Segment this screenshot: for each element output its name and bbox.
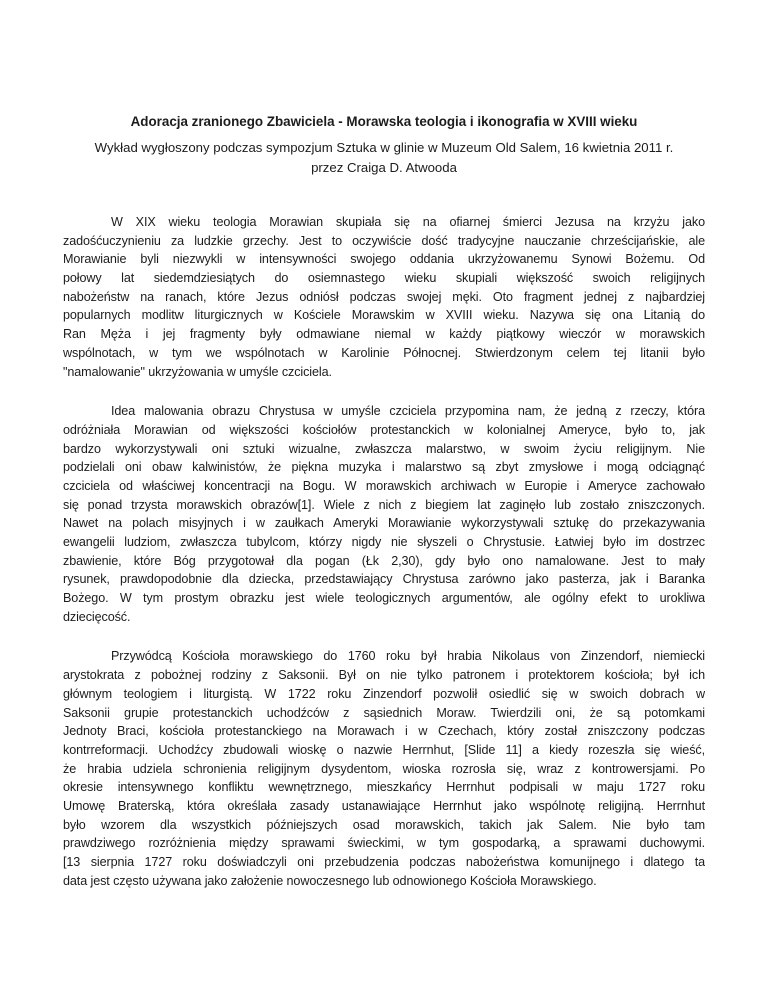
document-body	[63, 213, 705, 890]
text-line: ewangelii ludziom, zwłaszcza tubylcom, którzy nigdy nie słyszeli o Chrystusie. Łatwiej było im dostrzec	[63, 535, 705, 549]
text-line: Umowę Braterską, która określała zasady ustanawiające Herrnhut jako wspólnotę religijną. Herrnhut	[63, 798, 705, 813]
subtitle-line: Wykład wygłoszony podczas sympozjum Sztuka w glinie w Muzeum Old Salem, 16 kwietnia 2011 r.	[94, 140, 674, 155]
text-line: było wzorem dla wszystkich późniejszych osad morawskich, takich jak Salem. Nie było tam	[63, 817, 705, 832]
paragraph	[63, 647, 705, 890]
text-line: okresie intensywnego konfliktu wewnętrznego, mieszkańcy Herrnhut podpisali w maju 1727 roku	[63, 780, 705, 795]
text-line: Saksonii grupie protestanckich uchodźców z sąsiednich Moraw. Twierdzili oni, że są potomkami	[63, 705, 705, 720]
text-line: Przywódcą Kościoła morawskiego do 1760 roku był hrabia Nikolaus von Zinzendorf, niemiecki	[111, 649, 705, 664]
text-line: połowy lat siedemdziesiątych do osiemnastego wieku skupiali większość swoich religijnych	[63, 271, 705, 286]
text-line: nabożeństw na ranach, które Jezus odniósł podczas swojej męki. Oto fragment jednej z najbardziej	[63, 289, 705, 304]
document-subtitle	[63, 138, 705, 177]
document-title: Adoracja zranionego Zbawiciela - Morawska teologia i ikonografia w XVIII wieku	[130, 114, 638, 129]
text-line: Nawet na polach misyjnych i w zaułkach Ameryki Morawianie wykorzystywali sztukę do przekazywania	[63, 516, 705, 531]
paragraph	[63, 213, 705, 381]
text-line: "namalowanie" ukrzyżowania w umyśle czciciela.	[63, 364, 332, 379]
text-line: Ran Męża i jej fragmenty były odmawiane niemal w każdy piątkowy wieczór w morawskich	[63, 327, 705, 342]
text-line: odróżniała Morawian od większości kościołów protestanckich w kolonialnej Ameryce, było to, jak	[63, 422, 705, 437]
text-line: [13 sierpnia 1727 roku doświadczyli oni przebudzenia podczas nabożeństwa komunijnego i dlatego ta	[63, 855, 705, 869]
text-line: wspólnotach, w tym we wspólnotach w Karolinie Północnej. Stwierdzonym celem tej litanii było	[63, 345, 705, 360]
text-line: Morawianie byli niezwykli w intensywności swojego oddania ukrzyżowanemu Synowi Bożemu. Od	[63, 252, 705, 267]
text-line: Idea malowania obrazu Chrystusa w umyśle czciciela przypomina nam, że jedną z rzeczy, która	[111, 404, 705, 419]
text-line: bardzo wykorzystywali oni sztuki wizualne, zwłaszcza malarstwo, w swoim życiu religijnym. Nie	[63, 441, 705, 456]
text-line: głównym teologiem i liturgistą. W 1722 roku Zinzendorf pozwolił osiedlić się w swoich dobrach w	[63, 686, 705, 701]
text-line: rysunek, prawdopodobnie dla dziecka, przedstawiający Chrystusa zarówno jako pasterza, jak i Baranka	[63, 572, 705, 587]
text-line: popularnych modlitw liturgicznych w Kościele Morawskim w XVIII wieku. Nazywa się ona Litanią do	[63, 308, 705, 323]
text-line: arystokrata z pobożnej rodziny z Saksonii. Był on nie tylko patronem i protektorem kościoła; był ich	[63, 668, 705, 683]
paragraph	[63, 402, 705, 626]
text-line: że hrabia udziela schronienia religijnym dysydentom, wioska rozrosła się, wraz z kontrowersjami. Po	[63, 761, 705, 776]
text-line: zbawienie, które Bóg przygotował dla pogan (Łk 2,30), gdy było ono namalowane. Jest to mały	[63, 553, 705, 568]
text-line: dziecięcość.	[63, 609, 131, 624]
text-line: data jest często używana jako założenie nowoczesnego lub odnowionego Kościoła Morawskiego.	[63, 873, 597, 888]
text-line: czciciela od właściwej koncentracji na Bogu. W morawskich archiwach w Europie i Ameryce zachowało	[63, 478, 705, 493]
text-line: zadośćuczynieniu za ludzkie grzechy. Jest to oczywiście dość tradycyjne nauczanie chrześcijańskie, ale	[63, 233, 705, 248]
subtitle-line: przez Craiga D. Atwooda	[311, 159, 457, 175]
text-line: kontrreformacji. Uchodźcy zbudowali wioskę o nazwie Herrnhut, [Slide 11] a kiedy rozeszła się wieść,	[63, 742, 705, 757]
text-line: W XIX wieku teologia Morawian skupiała się na ofiarnej śmierci Jezusa na krzyżu jako	[111, 215, 705, 229]
text-line: Bożego. W tym prostym obrazku jest wiele teologicznych argumentów, ale ogólny efekt to urokliwa	[63, 591, 705, 606]
text-line: się ponad trzysta morawskich obrazów[1]. Wiele z nich z biegiem lat zaginęło lub zostało zniszczonych.	[63, 497, 705, 512]
text-line: Jednoty Braci, kościoła protestanckiego na Morawach i w Czechach, który został zniszczony podczas	[63, 724, 705, 739]
text-line: podzielali oni obaw kalwinistów, że piękna muzyka i malarstwo są zbyt zmysłowe i mogą odciągnąć	[63, 460, 705, 475]
text-line: prawdziwego rozróżnienia między sprawami świeckimi, w tym gospodarką, a sprawami duchowymi.	[63, 836, 705, 851]
